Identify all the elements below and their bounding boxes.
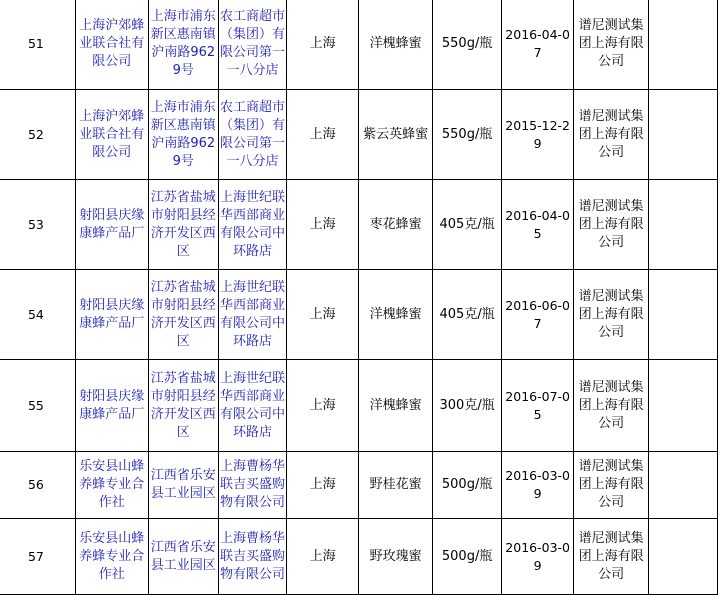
testing-agency: 谱尼测试集团上海有限公司 (574, 0, 649, 90)
region: 上海 (287, 519, 359, 595)
empty-cell (649, 0, 718, 90)
row-number: 54 (0, 270, 75, 360)
table-row (0, 360, 718, 452)
production-date: 2015-12-29 (502, 90, 574, 180)
region: 上海 (287, 180, 359, 270)
producer-address: 江苏省盐城市射阳县经济开发区西区 (148, 360, 218, 452)
table-row (0, 90, 718, 180)
testing-agency: 谱尼测试集团上海有限公司 (574, 270, 649, 360)
table-row (0, 0, 718, 90)
seller-name: 上海曹杨华联吉买盛购物有限公司 (218, 452, 286, 519)
producer-name: 上海沪郊蜂业联合社有限公司 (75, 0, 148, 90)
producer-address: 江西省乐安县工业园区 (148, 519, 218, 595)
row-number: 55 (0, 360, 75, 452)
seller-name: 上海世纪联华西部商业有限公司中环路店 (218, 270, 286, 360)
region: 上海 (287, 270, 359, 360)
product-name: 洋槐蜂蜜 (359, 0, 433, 90)
table-row (0, 270, 718, 360)
empty-cell (649, 519, 718, 595)
product-name: 枣花蜂蜜 (359, 180, 433, 270)
row-number: 56 (0, 452, 75, 519)
production-date: 2016-03-09 (502, 519, 574, 595)
spec: 405克/瓶 (433, 180, 502, 270)
producer-name: 上海沪郊蜂业联合社有限公司 (75, 90, 148, 180)
row-number: 51 (0, 0, 75, 90)
region: 上海 (287, 360, 359, 452)
production-date: 2016-04-07 (502, 0, 574, 90)
spec: 550g/瓶 (433, 0, 502, 90)
empty-cell (649, 360, 718, 452)
producer-name: 射阳县庆缘康蜂产品厂 (75, 270, 148, 360)
region: 上海 (287, 452, 359, 519)
spec: 405克/瓶 (433, 270, 502, 360)
region: 上海 (287, 90, 359, 180)
empty-cell (649, 180, 718, 270)
producer-name: 射阳县庆缘康蜂产品厂 (75, 180, 148, 270)
row-number: 52 (0, 90, 75, 180)
empty-cell (649, 452, 718, 519)
testing-agency: 谱尼测试集团上海有限公司 (574, 360, 649, 452)
production-date: 2016-06-07 (502, 270, 574, 360)
spec: 500g/瓶 (433, 519, 502, 595)
testing-agency: 谱尼测试集团上海有限公司 (574, 519, 649, 595)
production-date: 2016-03-09 (502, 452, 574, 519)
seller-name: 上海世纪联华西部商业有限公司中环路店 (218, 360, 286, 452)
row-number: 53 (0, 180, 75, 270)
production-date: 2016-04-05 (502, 180, 574, 270)
product-name: 洋槐蜂蜜 (359, 360, 433, 452)
seller-name: 上海世纪联华西部商业有限公司中环路店 (218, 180, 286, 270)
spec: 300克/瓶 (433, 360, 502, 452)
product-name: 野桂花蜜 (359, 452, 433, 519)
testing-agency: 谱尼测试集团上海有限公司 (574, 452, 649, 519)
empty-cell (649, 270, 718, 360)
producer-address: 上海市浦东新区惠南镇沪南路9629号 (148, 0, 218, 90)
producer-name: 乐安县山蜂养蜂专业合作社 (75, 452, 148, 519)
producer-address: 上海市浦东新区惠南镇沪南路9629号 (148, 90, 218, 180)
producer-address: 江西省乐安县工业园区 (148, 452, 218, 519)
spec: 500g/瓶 (433, 452, 502, 519)
producer-name: 射阳县庆缘康蜂产品厂 (75, 360, 148, 452)
testing-agency: 谱尼测试集团上海有限公司 (574, 180, 649, 270)
product-name: 紫云英蜂蜜 (359, 90, 433, 180)
row-number: 57 (0, 519, 75, 595)
testing-agency: 谱尼测试集团上海有限公司 (574, 90, 649, 180)
product-name: 洋槐蜂蜜 (359, 270, 433, 360)
empty-cell (649, 90, 718, 180)
table-row (0, 452, 718, 519)
seller-name: 农工商超市（集团）有限公司第一一八分店 (218, 90, 286, 180)
spec: 550g/瓶 (433, 90, 502, 180)
product-name: 野玫瑰蜜 (359, 519, 433, 595)
seller-name: 上海曹杨华联吉买盛购物有限公司 (218, 519, 286, 595)
producer-name: 乐安县山蜂养蜂专业合作社 (75, 519, 148, 595)
seller-name: 农工商超市（集团）有限公司第一一八分店 (218, 0, 286, 90)
production-date: 2016-07-05 (502, 360, 574, 452)
table-row (0, 180, 718, 270)
producer-address: 江苏省盐城市射阳县经济开发区西区 (148, 180, 218, 270)
table-row (0, 519, 718, 595)
producer-address: 江苏省盐城市射阳县经济开发区西区 (148, 270, 218, 360)
region: 上海 (287, 0, 359, 90)
